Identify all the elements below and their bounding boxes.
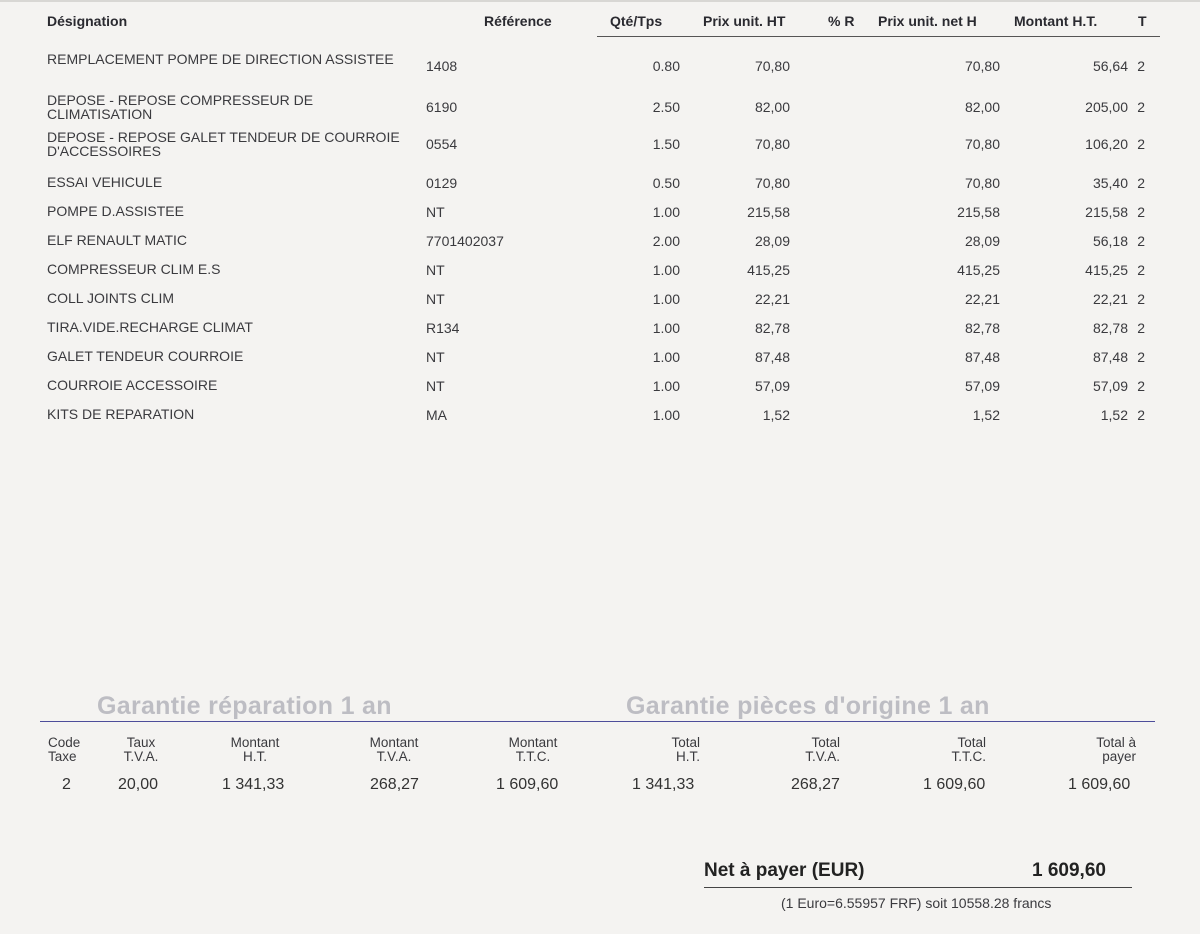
header-underline — [597, 36, 1160, 37]
row-net-unit: 215,58 — [957, 204, 1000, 220]
row-reference: 7701402037 — [426, 233, 504, 249]
row-tax: 2 — [1137, 175, 1145, 191]
row-qty: 1.50 — [652, 136, 680, 152]
row-tax: 2 — [1137, 136, 1145, 152]
row-qty: 1.00 — [652, 407, 680, 423]
row-net-unit: 1,52 — [972, 407, 1000, 423]
row-tax: 2 — [1137, 349, 1145, 365]
row-reference: NT — [426, 378, 445, 394]
row-designation: REMPLACEMENT POMPE DE DIRECTION ASSISTEE — [47, 51, 394, 67]
row-amount: 415,25 — [1085, 262, 1128, 278]
net-to-pay-label: Net à payer (EUR) — [704, 860, 865, 881]
totals-value-rate: 20,00 — [118, 776, 159, 793]
row-amount: 56,18 — [1092, 233, 1128, 249]
row-reference: NT — [426, 291, 445, 307]
row-net-unit: 70,80 — [964, 58, 1000, 74]
row-amount: 215,58 — [1085, 204, 1128, 220]
row-unit-price: 415,25 — [747, 262, 790, 278]
row-designation: ELF RENAULT MATIC — [47, 232, 188, 248]
row-qty: 1.00 — [652, 291, 680, 307]
row-unit-price: 82,78 — [754, 320, 790, 336]
row-qty: 2.50 — [652, 99, 680, 115]
header-amount: Montant H.T. — [1014, 13, 1098, 29]
row-reference: MA — [426, 407, 447, 423]
row-net-unit: 22,21 — [964, 291, 1000, 307]
row-tax: 2 — [1137, 204, 1145, 220]
row-unit-price: 28,09 — [754, 233, 790, 249]
row-qty: 1.00 — [652, 204, 680, 220]
totals-header-total-to-pay: Total à payer — [1096, 735, 1136, 764]
totals-divider — [40, 721, 1155, 722]
row-amount: 106,20 — [1085, 136, 1128, 152]
header-reference: Référence — [484, 13, 552, 29]
row-amount: 1,52 — [1100, 407, 1128, 423]
row-designation: TIRA.VIDE.RECHARGE CLIMAT — [47, 319, 253, 335]
row-net-unit: 415,25 — [957, 262, 1000, 278]
row-tax: 2 — [1137, 233, 1145, 249]
row-unit-price: 82,00 — [754, 99, 790, 115]
row-amount: 205,00 — [1085, 99, 1128, 115]
row-reference: NT — [426, 349, 445, 365]
row-tax: 2 — [1137, 99, 1145, 115]
row-amount: 56,64 — [1092, 58, 1128, 74]
row-net-unit: 70,80 — [964, 136, 1000, 152]
row-reference: 0129 — [426, 175, 458, 191]
totals-value-code: 2 — [62, 776, 71, 793]
header-unit-price: Prix unit. HT — [703, 13, 786, 29]
guarantee-parts: Garantie pièces d'origine 1 an — [626, 692, 990, 720]
row-designation: COURROIE ACCESSOIRE — [47, 377, 218, 393]
totals-value-total-ht: 1 341,33 — [632, 776, 695, 793]
totals-header-total-ttc: Total T.T.C. — [951, 735, 986, 764]
row-amount: 22,21 — [1092, 291, 1128, 307]
totals-header-amount-ht: Montant H.T. — [230, 735, 280, 764]
row-unit-price: 215,58 — [747, 204, 790, 220]
row-qty: 0.80 — [652, 58, 680, 74]
header-discount: % R — [828, 13, 855, 29]
totals-value-total-ttc: 1 609,60 — [923, 776, 986, 793]
row-reference: NT — [426, 204, 445, 220]
row-amount: 57,09 — [1092, 378, 1128, 394]
totals-header-amount-ttc: Montant T.T.C. — [508, 735, 558, 764]
row-tax: 2 — [1137, 320, 1145, 336]
row-tax: 2 — [1137, 291, 1145, 307]
row-tax: 2 — [1137, 262, 1145, 278]
row-amount: 87,48 — [1092, 349, 1128, 365]
row-tax: 2 — [1137, 378, 1145, 394]
header-designation: Désignation — [47, 13, 128, 29]
totals-header-total-ht: Total H.T. — [671, 735, 700, 764]
row-unit-price: 70,80 — [754, 136, 790, 152]
row-net-unit: 70,80 — [964, 175, 1000, 191]
row-qty: 1.00 — [652, 349, 680, 365]
row-reference: 6190 — [426, 99, 458, 115]
row-reference: NT — [426, 262, 445, 278]
header-qty: Qté/Tps — [610, 13, 663, 29]
top-edge-line — [0, 0, 1200, 2]
row-designation: COLL JOINTS CLIM — [47, 290, 175, 306]
row-net-unit: 57,09 — [964, 378, 1000, 394]
row-reference: R134 — [426, 320, 460, 336]
row-unit-price: 1,52 — [762, 407, 790, 423]
totals-header-code: Code Taxe — [48, 735, 81, 764]
row-designation: KITS DE REPARATION — [47, 406, 195, 422]
row-unit-price: 57,09 — [754, 378, 790, 394]
row-unit-price: 70,80 — [754, 58, 790, 74]
row-tax: 2 — [1137, 407, 1145, 423]
row-qty: 0.50 — [652, 175, 680, 191]
row-qty: 1.00 — [652, 320, 680, 336]
row-amount: 35,40 — [1092, 175, 1128, 191]
header-net-unit: Prix unit. net H — [878, 13, 977, 29]
row-net-unit: 87,48 — [964, 349, 1000, 365]
row-designation: ESSAI VEHICULE — [47, 174, 163, 190]
net-to-pay-value: 1 609,60 — [1032, 860, 1106, 881]
row-amount: 82,78 — [1092, 320, 1128, 336]
row-qty: 1.00 — [652, 378, 680, 394]
row-net-unit: 82,00 — [964, 99, 1000, 115]
row-tax: 2 — [1137, 58, 1145, 74]
totals-header-total-tva: Total T.V.A. — [805, 735, 840, 764]
currency-conversion-note: (1 Euro=6.55957 FRF) soit 10558.28 francs — [781, 895, 1052, 911]
row-unit-price: 22,21 — [754, 291, 790, 307]
row-reference: 0554 — [426, 136, 458, 152]
row-unit-price: 70,80 — [754, 175, 790, 191]
guarantee-repair: Garantie réparation 1 an — [97, 692, 392, 720]
net-underline — [704, 887, 1132, 888]
totals-value-total-tva: 268,27 — [791, 776, 840, 793]
row-designation: DEPOSE - REPOSE GALET TENDEUR DE COURROIE D'ACCESSOIRES — [47, 129, 400, 159]
row-unit-price: 87,48 — [754, 349, 790, 365]
row-designation: POMPE D.ASSISTEE — [47, 203, 184, 219]
row-designation: GALET TENDEUR COURROIE — [47, 348, 244, 364]
row-reference: 1408 — [426, 58, 458, 74]
row-designation: COMPRESSEUR CLIM E.S — [47, 261, 221, 277]
totals-header-amount-tva: Montant T.V.A. — [369, 735, 419, 764]
totals-value-total-to-pay: 1 609,60 — [1068, 776, 1131, 793]
totals-value-amount-ht: 1 341,33 — [222, 776, 285, 793]
row-qty: 2.00 — [652, 233, 680, 249]
totals-value-amount-ttc: 1 609,60 — [496, 776, 559, 793]
totals-header-rate: Taux T.V.A. — [123, 735, 159, 764]
header-tax: T — [1138, 13, 1147, 29]
row-designation: DEPOSE - REPOSE COMPRESSEUR DE CLIMATISATION — [47, 92, 314, 122]
totals-value-amount-tva: 268,27 — [370, 776, 419, 793]
row-qty: 1.00 — [652, 262, 680, 278]
row-net-unit: 28,09 — [964, 233, 1000, 249]
row-net-unit: 82,78 — [964, 320, 1000, 336]
